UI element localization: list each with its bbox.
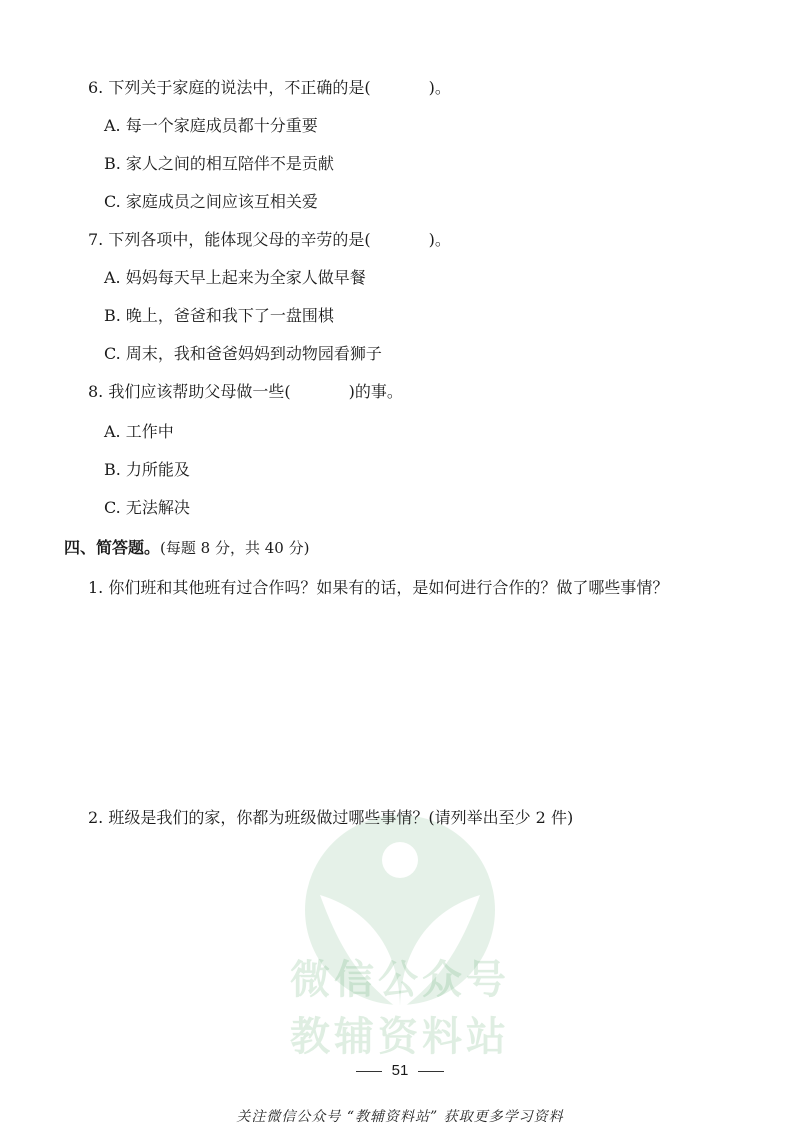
- section-4-note: (每题 8 分，共 40 分): [160, 539, 310, 557]
- question-6-option-a: A. 每一个家庭成员都十分重要: [104, 116, 318, 135]
- question-6-stem: [88, 78, 451, 98]
- question-6-text: 6. 下列关于家庭的说法中，不正确的是(: [88, 78, 371, 97]
- divider: [418, 1071, 444, 1072]
- question-8-text: 8. 我们应该帮助父母做一些(: [88, 382, 291, 401]
- question-7-option-a: A. 妈妈每天早上起来为全家人做早餐: [104, 268, 366, 287]
- section-4-heading: [64, 538, 309, 558]
- question-8-option-b: B. 力所能及: [104, 460, 190, 479]
- watermark-line2: 教辅资料站: [290, 1014, 510, 1060]
- question-8-option-a: A. 工作中: [104, 422, 174, 441]
- short-answer-1: 1. 你们班和其他班有过合作吗？如果有的话，是如何进行合作的？做了哪些事情？: [88, 578, 669, 597]
- question-7-option-c: C. 周末，我和爸爸妈妈到动物园看狮子: [104, 344, 382, 363]
- question-8-tail: )的事。: [348, 382, 403, 401]
- short-answer-2: 2. 班级是我们的家，你都为班级做过哪些事情？(请列举出至少 2 件): [88, 808, 574, 827]
- footer-note: 关注微信公众号 “教辅资料站” 获取更多学习资料: [236, 1109, 564, 1125]
- watermark-line1: 微信公众号: [290, 957, 510, 1003]
- page-number: [0, 1062, 800, 1079]
- question-6-option-c: C. 家庭成员之间应该互相关爱: [104, 192, 318, 211]
- question-6-option-b: B. 家人之间的相互陪伴不是贡献: [104, 154, 334, 173]
- divider: [356, 1071, 382, 1072]
- question-7-option-b: B. 晚上，爸爸和我下了一盘围棋: [104, 306, 334, 325]
- question-7-tail: )。: [428, 230, 451, 249]
- question-7-text: 7. 下列各项中，能体现父母的辛劳的是(: [88, 230, 371, 249]
- page-number-text: 51: [391, 1062, 409, 1079]
- section-4-title: 四、简答题。: [64, 538, 161, 557]
- question-7-stem: [88, 230, 451, 250]
- watermark-logo-icon: [250, 800, 550, 1060]
- question-8-stem: [88, 382, 403, 402]
- question-6-tail: )。: [428, 78, 451, 97]
- question-8-option-c: C. 无法解决: [104, 498, 190, 517]
